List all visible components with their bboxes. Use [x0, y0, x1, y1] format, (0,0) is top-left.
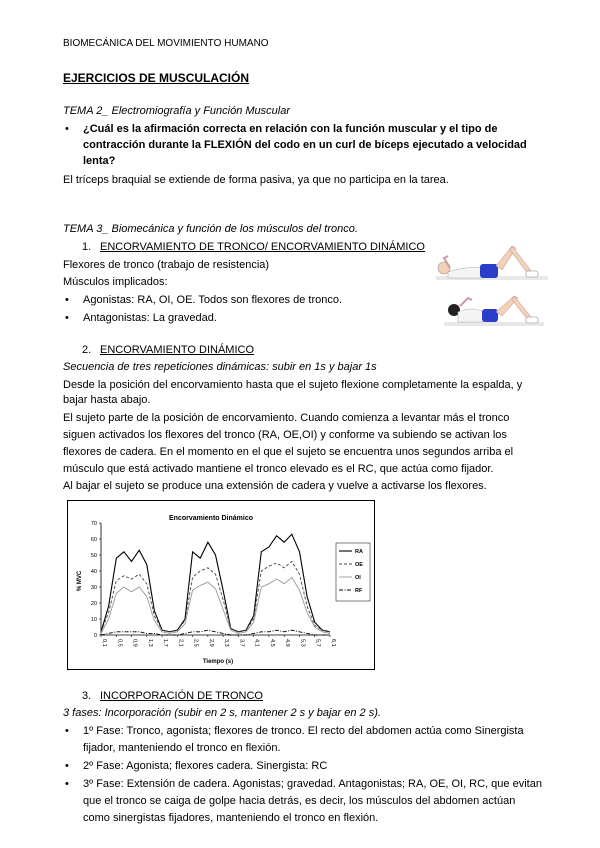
- bullet-icon: •: [65, 123, 69, 135]
- section1-bullet1: Agonistas: RA, OI, OE. Todos son flexores de tronco.: [83, 294, 343, 306]
- section3-bullet3-line1: 3º Fase: Extensión de cadera. Agonistas; gravedad. Antagonistas; RA, OE, OI, RC, que evitan: [83, 778, 542, 790]
- series-line-oi: [101, 577, 330, 633]
- question-line-1: ¿Cuál es la afirmación correcta en relación con la función muscular y el tipo de: [83, 123, 498, 135]
- x-tick-label: 5,3: [299, 639, 306, 647]
- series-line-oe: [101, 561, 330, 631]
- bullet-icon: •: [65, 760, 69, 772]
- legend-label-oi: OI: [355, 575, 361, 581]
- x-tick-label: 2,9: [207, 639, 214, 647]
- y-tick-label: 50: [90, 553, 97, 559]
- chart-xlabel: Tiempo (s): [202, 659, 234, 665]
- y-tick-label: 70: [90, 521, 97, 527]
- x-tick-label: 3,7: [238, 639, 245, 647]
- bullet-icon: •: [65, 312, 69, 324]
- x-tick-label: 1,7: [162, 639, 169, 647]
- running-header: BIOMECÁNICA DEL MOVIMIENTO HUMANO: [63, 38, 269, 49]
- section2-p1: Desde la posición del encorvamiento hasta que el sujeto flexione completamente la espalda, y: [63, 379, 523, 391]
- chart-legend: [336, 543, 370, 601]
- answer-text: El tríceps braquial se extiende de forma pasiva, ya que no participa en la tarea.: [63, 174, 449, 186]
- bullet-icon: •: [65, 725, 69, 737]
- x-tick-label: 4,9: [284, 639, 291, 647]
- y-tick-label: 10: [90, 617, 97, 623]
- section2-number: 2.: [82, 344, 92, 356]
- section2-p2: bajar hasta abajo.: [63, 394, 151, 406]
- section2-p6: músculo que está activado mantiene el tronco elevado es el RC, que actúa como fijador.: [63, 463, 494, 475]
- section2-p7: Al bajar el sujeto se produce una extensión de cadera y vuelve a activarse los flexores.: [63, 480, 487, 492]
- y-tick-label: 30: [90, 585, 97, 591]
- question-line-2: contracción durante la FLEXIÓN del codo en un curl de bíceps ejecutado a velocidad: [83, 139, 527, 151]
- tema2-heading: TEMA 2_ Electromiografía y Función Muscular: [63, 105, 291, 117]
- x-tick-label: 1,3: [146, 639, 153, 647]
- x-tick-label: 2,1: [177, 639, 184, 647]
- chart-title: Encorvamiento Dinámico: [168, 515, 254, 522]
- section1-line2: Músculos implicados:: [63, 276, 168, 288]
- chart-ylabel: % MVC: [77, 570, 83, 592]
- section2-title: ENCORVAMIENTO DINÁMICO: [100, 344, 255, 356]
- section3-subtitle: 3 fases: Incorporación (subir en 2 s, mantener 2 s y bajar en 2 s).: [63, 707, 381, 719]
- emg-chart: [67, 500, 375, 670]
- section2-p3: El sujeto parte de la posición de encorvamiento. Cuando comienza a levantar más el tronco: [63, 412, 510, 424]
- section3-number: 3.: [82, 690, 92, 702]
- document-title: EJERCICIOS DE MUSCULACIÓN: [63, 71, 250, 85]
- section1-number: 1.: [82, 241, 92, 253]
- section3-bullet3-line2: que el tronco se caiga de golpe hacia detrás, es decir, los músculos del abdomen actúan: [83, 795, 516, 807]
- y-tick-label: 60: [90, 537, 97, 543]
- bullet-icon: •: [65, 294, 69, 306]
- section3-bullet1-line2: fijador, manteniendo el tronco en flexión.: [83, 742, 281, 754]
- section2-p4: siguen activados los flexores del tronco (RA, OE,OI) y conforme va subiendo se activan los: [63, 429, 507, 441]
- y-tick-label: 20: [90, 601, 97, 607]
- bullet-icon: •: [65, 778, 69, 790]
- legend-label-rf: RF: [355, 588, 363, 594]
- x-tick-label: 0,9: [131, 639, 138, 647]
- section1-line1: Flexores de tronco (trabajo de resistencia): [63, 259, 270, 271]
- x-tick-label: 6,1: [330, 639, 336, 647]
- y-tick-label: 40: [90, 569, 97, 575]
- section1-title: ENCORVAMIENTO DE TRONCO/ ENCORVAMIENTO DINÁMICO: [100, 241, 425, 253]
- section2-p5: flexores de cadera. En el momento en el que el sujeto se encuentra unos segundos arriba el: [63, 446, 514, 458]
- x-tick-label: 4,5: [268, 639, 275, 647]
- section3-bullet1-line1: 1º Fase: Tronco, agonista; flexores de tronco. El recto del abdomen actúa como Sinergista: [83, 725, 524, 737]
- section2-subtitle: Secuencia de tres repeticiones dinámicas: subir en 1s y bajar 1s: [63, 361, 377, 373]
- x-tick-label: 2,5: [192, 639, 199, 647]
- crunch-figure-1: [436, 238, 548, 286]
- legend-label-ra: RA: [355, 549, 363, 555]
- x-tick-label: 5,7: [314, 639, 321, 647]
- legend-label-oe: OE: [355, 562, 363, 568]
- section3-bullet2: 2º Fase: Agonista; flexores cadera. Sinergista: RC: [83, 760, 328, 772]
- x-tick-label: 0,5: [116, 639, 123, 647]
- tema3-heading: TEMA 3_ Biomecánica y función de los músculos del tronco.: [63, 223, 358, 235]
- section1-bullet2: Antagonistas: La gravedad.: [83, 312, 217, 324]
- series-line-rf: [101, 630, 330, 635]
- question-line-3: lenta?: [83, 155, 116, 167]
- emg-chart-svg: [68, 501, 374, 669]
- x-tick-label: 4,1: [253, 639, 260, 647]
- legend-box: [336, 543, 370, 601]
- section3-title: INCORPORACIÓN DE TRONCO: [100, 690, 263, 702]
- crunch-figure-2: [444, 292, 544, 330]
- y-tick-label: 0: [93, 633, 97, 639]
- x-tick-label: 0,1: [101, 639, 107, 647]
- x-tick-label: 3,3: [223, 639, 230, 647]
- section3-bullet3-line3: como sinergistas fijadores, manteniendo el tronco en flexión.: [83, 812, 379, 824]
